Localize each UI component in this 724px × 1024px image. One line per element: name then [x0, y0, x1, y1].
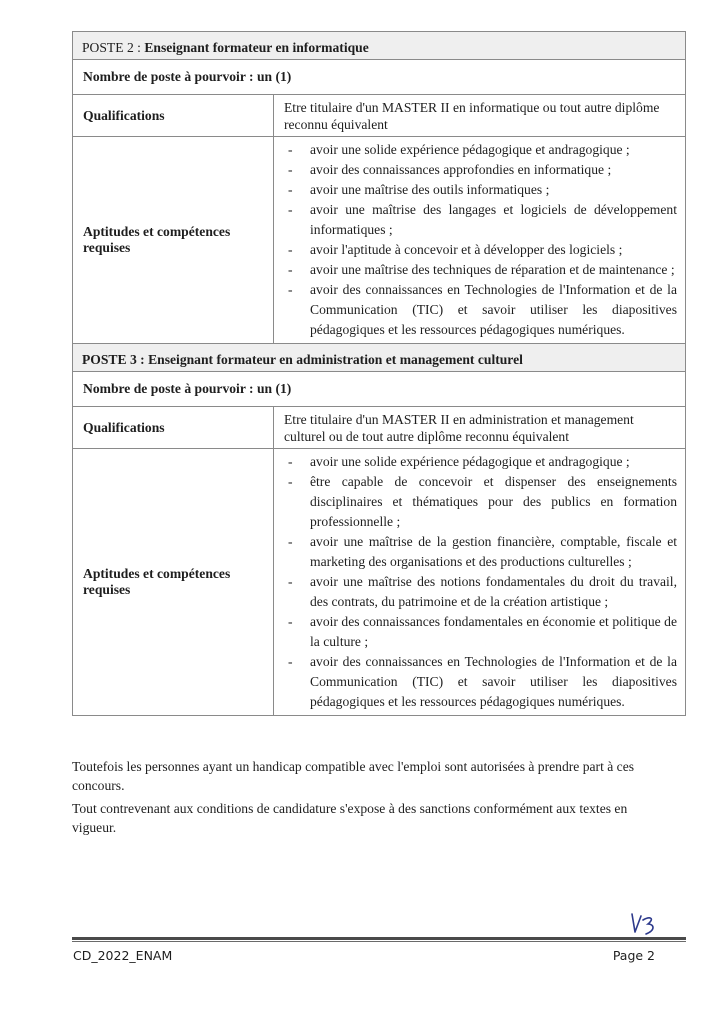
postes-table [72, 31, 686, 716]
list-item: - avoir une solide expérience pédagogique et andragogique ; [284, 140, 677, 160]
poste-3-header [73, 344, 686, 372]
poste-3-aptitudes-cell [274, 449, 686, 716]
poste-3-qualifications-text: Etre titulaire d'un MASTER II en administration et management culturel ou de tout autre diplôme reconnu équivalent [274, 407, 686, 449]
note-handicap: Toutefois les personnes ayant un handicap compatible avec l'emploi sont autorisées à prendre part à ces concours. [72, 759, 635, 793]
poste-2-aptitudes-label: Aptitudes et compétences requises [73, 137, 274, 344]
poste-3-aptitudes-list [284, 452, 677, 712]
poste-2-qualifications-text: Etre titulaire d'un MASTER II en informatique ou tout autre diplôme reconnu équivalent [274, 95, 686, 137]
list-item: - avoir une solide expérience pédagogique et andragogique ; [284, 452, 677, 472]
poste-3-nombre: Nombre de poste à pourvoir : un (1) [73, 372, 686, 407]
list-item: - avoir une maîtrise de la gestion financière, comptable, fiscale et marketing des organisations et des productions culturelles ; [284, 532, 677, 572]
list-item: - avoir des connaissances fondamentales en économie et politique de la culture ; [284, 612, 677, 652]
poste-3-aptitudes-label: Aptitudes et compétences requises [73, 449, 274, 716]
footer-page-number: Page 2 [612, 948, 655, 963]
poste-2-prefix: POSTE 2 : [82, 40, 145, 55]
footer-rule-thin [72, 941, 686, 942]
footer-doc-code: CD_2022_ENAM [73, 948, 173, 963]
list-item: - avoir des connaissances en Technologies de l'Information et de la Communication (TIC) et savoir utiliser les diapositives pédagogiques et les ressources pédagogiques numériques. [284, 280, 677, 340]
poste-2-title: Enseignant formateur en informatique [144, 40, 369, 55]
poste-2-header [73, 32, 686, 60]
list-item: - avoir l'aptitude à concevoir et à développer des logiciels ; [284, 240, 677, 260]
poste-3-qualifications-label: Qualifications [73, 407, 274, 449]
list-item: - avoir des connaissances en Technologies de l'Information et de la Communication (TIC) et savoir utiliser les diapositives pédagogiques et les ressources pédagogiques numériques. [284, 652, 677, 712]
list-item: - avoir une maîtrise des techniques de réparation et de maintenance ; [284, 260, 677, 280]
poste-2-aptitudes-cell [274, 137, 686, 344]
list-item: - avoir une maîtrise des outils informatiques ; [284, 180, 677, 200]
note-sanctions: Tout contrevenant aux conditions de candidature s'expose à des sanctions conformément aux textes en vigueur. [72, 801, 628, 835]
poste-3-prefix: POSTE 3 : [82, 352, 149, 367]
list-item: - être capable de concevoir et dispenser des enseignements disciplinaires et thématiques pour des publics en formation professionnelle ; [284, 472, 677, 532]
poste-2-aptitudes-list [284, 140, 677, 340]
poste-3-title: Enseignant formateur en administration et management culturel [148, 352, 523, 367]
poste-2-qualifications-label: Qualifications [73, 95, 274, 137]
list-item: - avoir des connaissances approfondies en informatique ; [284, 160, 677, 180]
poste-2-nombre: Nombre de poste à pourvoir : un (1) [73, 60, 686, 95]
footer-rule-thick [72, 937, 686, 940]
list-item: - avoir une maîtrise des notions fondamentales du droit du travail, des contrats, du patrimoine et de la création artistique ; [284, 572, 677, 612]
handwritten-initials-icon [628, 910, 660, 940]
list-item: - avoir une maîtrise des langages et logiciels de développement informatiques ; [284, 200, 677, 240]
